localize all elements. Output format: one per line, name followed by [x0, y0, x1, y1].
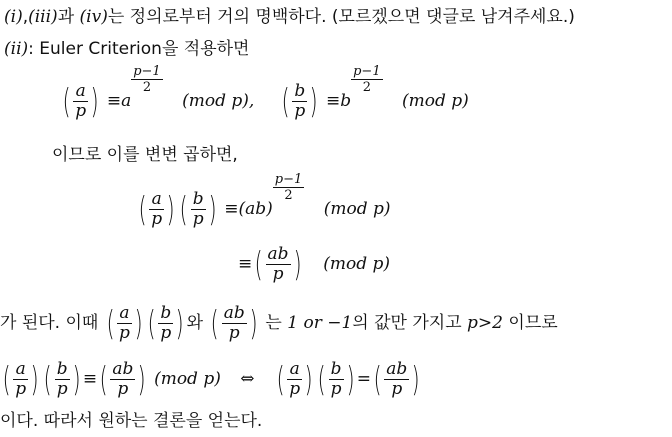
equation-euler: ( $\frac{a}{p}$ ) ≡a $\frac{p-1}{2}$ (mod p), ( $\frac{b}{p}$ ) ≡b $\frac{p-1}{2}$ (mod p)	[62, 64, 469, 122]
multiply-line: 이므로 이를 변변 곱하면,	[52, 145, 238, 165]
comma: ,	[22, 7, 29, 27]
values-line: 가 된다. 이때 ( $\frac{a}{p}$ ) ( $\frac{b}{p}$ ) 와 ( $\frac{ab}{p}$ ) 는 1 or −1의 값만 가지고 p>2 이므로	[0, 303, 558, 344]
iff-symbol: ⇔	[240, 369, 255, 389]
legendre-b-p: $\frac{b}{p}$	[294, 81, 306, 121]
legendre-a-p: $\frac{a}{p}$	[151, 189, 163, 229]
legendre-b-p: $\frac{b}{p}$	[192, 189, 204, 229]
legendre-ab-p: $\frac{ab}{p}$	[267, 244, 289, 284]
case-i: (i)	[4, 7, 23, 27]
equation-result: ≡( $\frac{ab}{p}$ ) (mod p)	[238, 244, 391, 285]
intro-line	[4, 6, 575, 28]
exponent: $\frac{p-1}{2}$	[274, 172, 303, 203]
case-ii-line	[4, 38, 249, 60]
exponent: $\frac{p-1}{2}$	[133, 64, 161, 95]
exponent: $\frac{p-1}{2}$	[353, 64, 381, 95]
equation-product: ( $\frac{a}{p}$ ) ( $\frac{b}{p}$ ) ≡(ab) $\frac{p-1}{2}$ (mod p)	[138, 172, 391, 230]
case-ii-text: : Euler Criterion을 적용하면	[28, 39, 250, 59]
conj-text: 과	[57, 7, 80, 27]
conclusion-line: 이다. 따라서 원하는 결론을 얻는다.	[0, 411, 263, 431]
case-iii: (iii)	[28, 7, 58, 27]
case-ii-label: (ii)	[4, 39, 29, 59]
equation-equivalence: ( $\frac{a}{p}$ ) ( $\frac{b}{p}$ ) ≡( $\frac{ab}{p}$ ) (mod p) ⇔ ( $\frac{a}{p}$ ) ( $\frac{b}{p}$ ) =( $\frac{ab}{p}$ )	[2, 359, 420, 400]
case-iv: (iv)	[79, 7, 108, 27]
legendre-a-p: $\frac{a}{p}$	[75, 81, 87, 121]
intro-text: 는 정의로부터 거의 명백하다. (모르겠으면 댓글로 남겨주세요.)	[107, 7, 575, 27]
